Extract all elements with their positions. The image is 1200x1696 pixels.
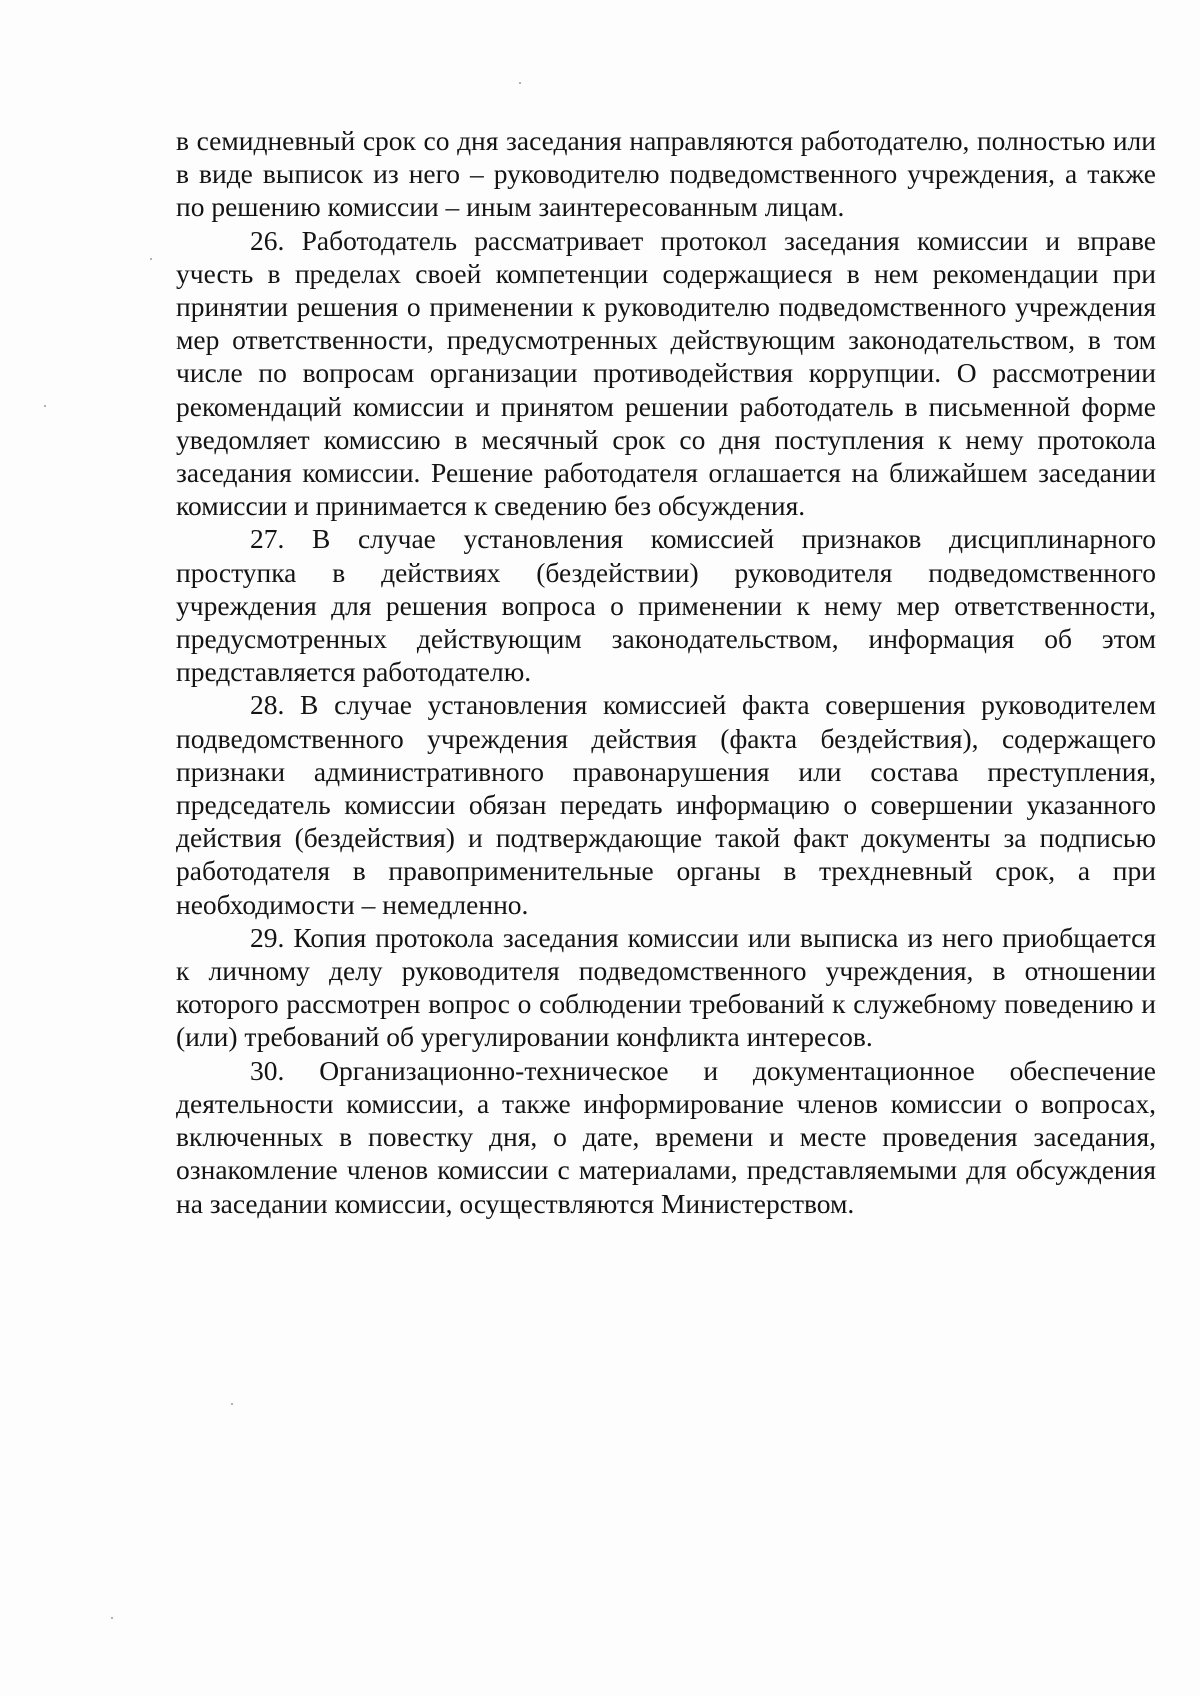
paragraph-29: 29. Копия протокола заседания комиссии или выписка из него приобщается к личному делу руководителя подведомственного учреждения, в отношении которого рассмотрен вопрос о соблюдении требований к служебному поведению и (или) требований об урегулировании конфликта интересов. xyxy=(176,921,1156,1053)
paragraph-28: 28. В случае установления комиссией факта совершения руководителем подведомственного учреждения действия (факта бездействия), содержащего признаки административного правонарушения или состава преступления, председатель комиссии обязан передать информацию о совершении указанного действия (бездействия) и подтверждающие такой факт документы за подписью работодателя в правоприменительные органы в трехдневный срок, а при необходимости – немедленно. xyxy=(176,689,1156,920)
scan-speck xyxy=(44,405,46,407)
scan-speck xyxy=(111,1617,113,1619)
paragraph-27: 27. В случае установления комиссией признаков дисциплинарного проступка в действиях (бездействии) руководителя подведомственного учреждения для решения вопроса о применении к нему мер ответственности, предусмотренных действующим законодательством, информация об этом представляется работодателю. xyxy=(176,523,1156,688)
paragraph-25-continuation: в семидневный срок со дня заседания направляются работодателю, полностью или в виде выписок из него – руководителю подведомственного учреждения, а также по решению комиссии – иным заинтересованным лицам. xyxy=(176,125,1156,223)
scan-speck xyxy=(231,1403,233,1405)
paragraph-30: 30. Организационно-техническое и документационное обеспечение деятельности комиссии, а также информирование членов комиссии о вопросах, включенных в повестку дня, о дате, времени и месте проведения заседания, ознакомление членов комиссии с материалами, представляемыми для обсуждения на заседании комиссии, осуществляются Министерством. xyxy=(176,1054,1156,1219)
scan-speck xyxy=(519,82,521,84)
document-body xyxy=(176,124,1156,1220)
paragraph-26: 26. Работодатель рассматривает протокол заседания комиссии и вправе учесть в пределах своей компетенции содержащиеся в нем рекомендации при принятии решения о применении к руководителю подведомственного учреждения мер ответственности, предусмотренных действующим законодательством, в том числе по вопросам организации противодействия коррупции. О рассмотрении рекомендаций комиссии и принятом решении работодатель в письменной форме уведомляет комиссию в месячный срок со дня поступления к нему протокола заседания комиссии. Решение работодателя оглашается на ближайшем заседании комиссии и принимается к сведению без обсуждения. xyxy=(176,224,1156,522)
scan-speck xyxy=(150,258,152,260)
